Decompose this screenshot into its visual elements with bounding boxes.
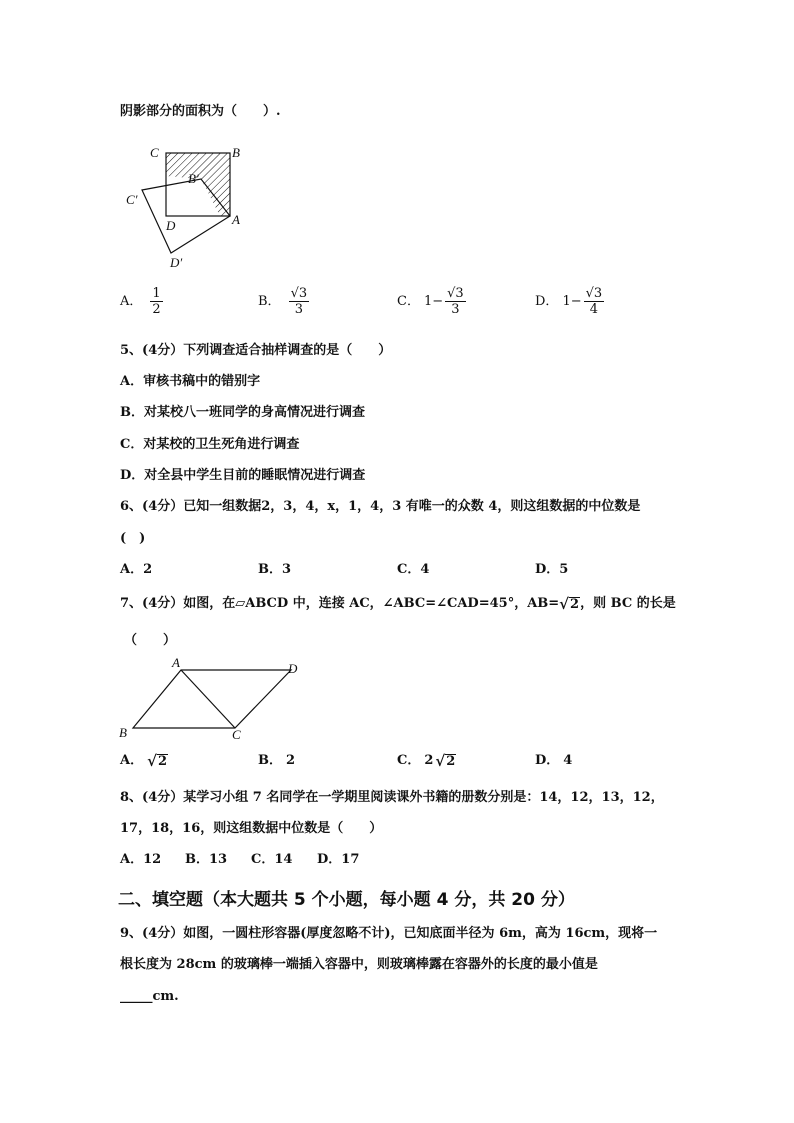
- q9-line1: 9、(4分）如图，一圆柱形容器(厚度忽略不计)，已知底面半径为 6m，高为 16cm，现将一: [120, 926, 658, 941]
- q6-option-a[interactable]: A．2: [120, 562, 153, 577]
- answer-blank[interactable]: _____: [120, 989, 153, 1004]
- sqrt: √ 2: [147, 751, 167, 770]
- q4-option-c[interactable]: C． 1− $\frac{√3}{3}$: [397, 286, 464, 317]
- label-d: D: [166, 218, 176, 233]
- q6-stem-paren: ( ): [120, 531, 146, 546]
- label-c: C: [232, 727, 241, 742]
- fraction: $\frac{√3}{3}$: [290, 286, 308, 317]
- q7-option-d[interactable]: D． 4: [535, 753, 573, 768]
- q8-stem-line2: 17，18，16，则这组数据中位数是（ ）: [120, 821, 383, 836]
- fraction: $\frac{1}{2}$: [152, 286, 161, 317]
- label-a: A: [172, 655, 180, 670]
- q8-option-d[interactable]: D．17: [317, 852, 360, 867]
- q9-line2: 根长度为 28cm 的玻璃棒一端插入容器中，则玻璃棒露在容器外的长度的最小值是: [120, 957, 598, 972]
- q9-answer-line: _____cm.: [120, 989, 179, 1004]
- section2-title: 二、填空题（本大题共 5 个小题，每小题 4 分，共 20 分）: [118, 890, 575, 910]
- q7-stem: 7、(4分）如图，在▱ABCD 中，连接 AC，∠ABC=∠CAD=45°，AB= √ 2 ，则 BC 的长是: [120, 594, 676, 613]
- q6-option-c[interactable]: C．4: [397, 562, 430, 577]
- sqrt: √ 2: [435, 751, 456, 770]
- q4-option-a[interactable]: A． $\frac{1}{2}$: [120, 286, 161, 317]
- q5-option-a[interactable]: A．审核书稿中的错别字: [120, 374, 261, 389]
- q8-stem: 8、(4分）某学习小组 7 名同学在一学期里阅读课外书籍的册数分别是：14，12，13，12，: [120, 790, 664, 805]
- q7-option-a[interactable]: A． √ 2: [120, 751, 167, 770]
- q4-stem-tail: 阴影部分的面积为（ ）.: [120, 104, 281, 119]
- parallelogram-abcd: [133, 670, 291, 728]
- fraction: $\frac{√3}{3}$: [447, 286, 464, 317]
- q4-figure: [120, 140, 260, 270]
- q8-option-a[interactable]: A．12: [120, 852, 162, 867]
- q7-figure: [116, 655, 316, 745]
- label-a: A: [232, 212, 240, 227]
- q5-option-b[interactable]: B．对某校八一班同学的身高情况进行调查: [120, 405, 365, 420]
- q5-stem: 5、(4分）下列调查适合抽样调查的是（ ）: [120, 343, 392, 358]
- fraction: $\frac{√3}{4}$: [585, 286, 603, 317]
- q6-option-d[interactable]: D．5: [535, 562, 569, 577]
- q6-stem: 6、(4分）已知一组数据2，3，4，x，1，4，3 有唯一的众数 4，则这组数据的中位数是: [120, 499, 641, 514]
- label-c-prime: C′: [126, 192, 138, 207]
- diagonal-ac: [181, 670, 235, 728]
- sqrt: √ 2: [559, 594, 580, 613]
- label-b: B: [119, 725, 127, 740]
- q4-option-b[interactable]: B． $\frac{√3}{3}$: [258, 286, 308, 317]
- q6-option-b[interactable]: B．3: [258, 562, 292, 577]
- label-c: C: [150, 145, 159, 160]
- q7-stem-paren: （ ）: [124, 633, 177, 648]
- q4-option-d[interactable]: D． 1− $\frac{√3}{4}$: [535, 286, 603, 317]
- q7-option-b[interactable]: B． 2: [258, 753, 296, 768]
- q7-option-c[interactable]: C． 2 √ 2: [397, 751, 456, 770]
- label-b-prime: B′: [188, 171, 199, 186]
- q5-option-c[interactable]: C．对某校的卫生死角进行调查: [120, 437, 300, 452]
- label-b: B: [232, 145, 240, 160]
- q5-option-d[interactable]: D．对全县中学生目前的睡眠情况进行调查: [120, 468, 366, 483]
- label-d-prime: D′: [170, 255, 183, 270]
- label-d: D: [288, 661, 298, 676]
- q8-option-b[interactable]: B．13: [185, 852, 228, 867]
- q8-option-c[interactable]: C．14: [251, 852, 293, 867]
